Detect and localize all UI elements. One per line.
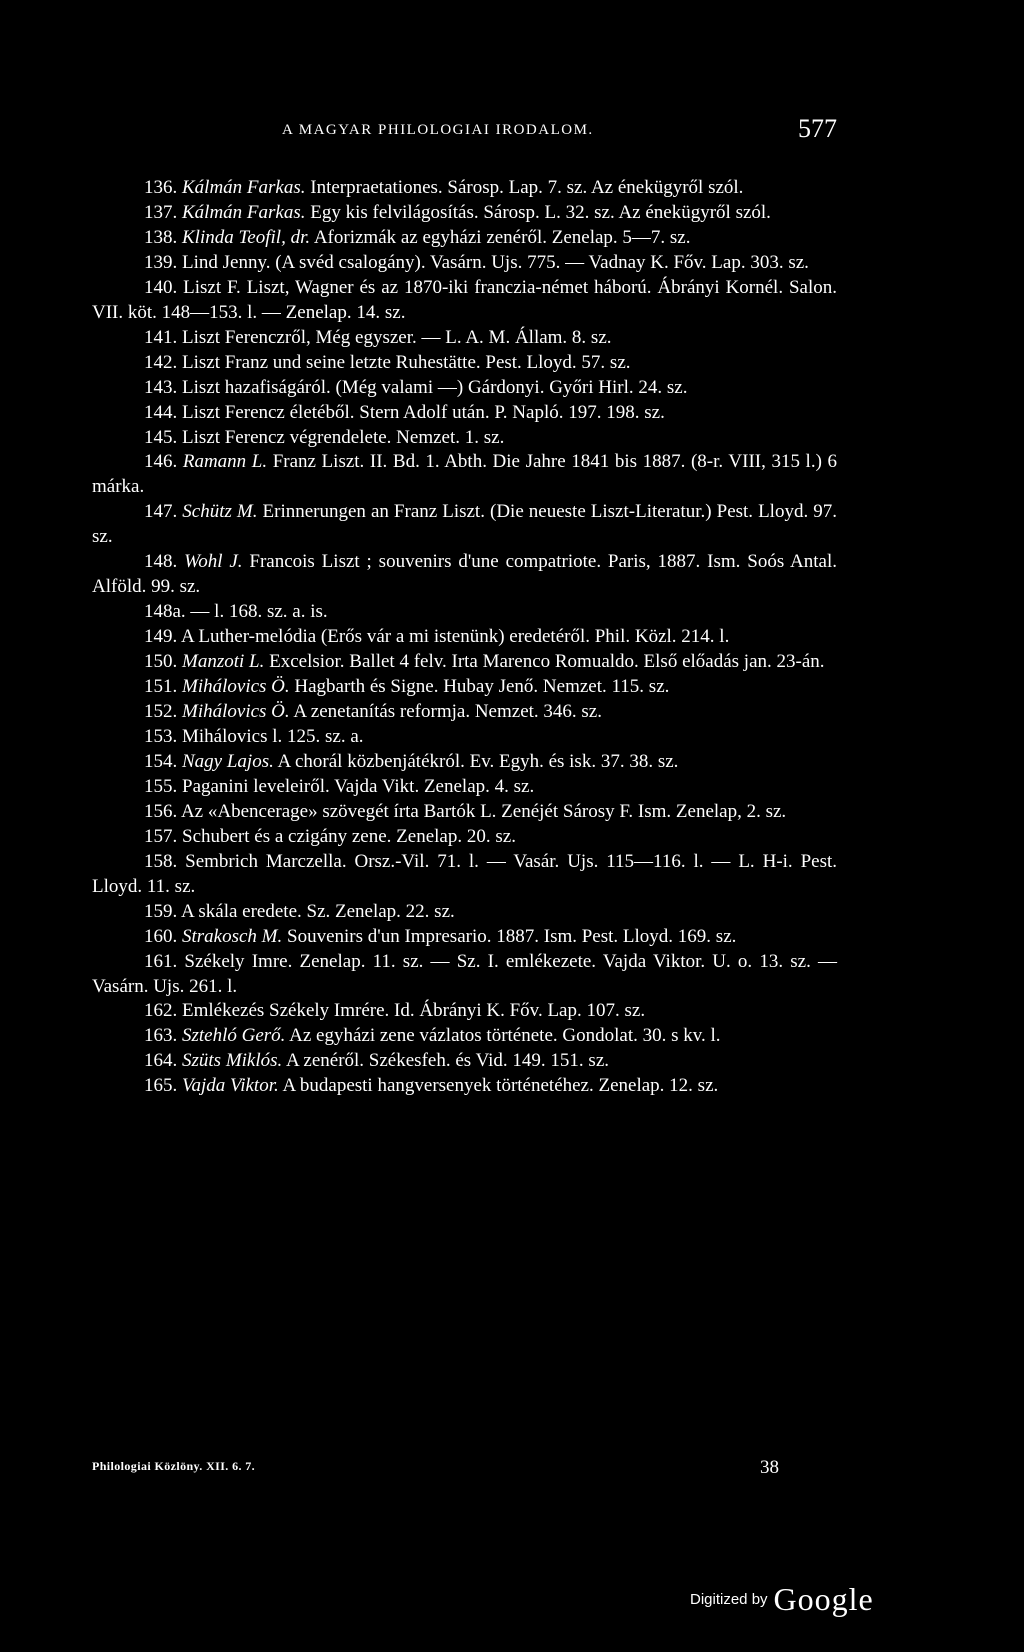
bibliography-entry bbox=[92, 675, 837, 700]
entry-author: Mihálovics Ö. bbox=[182, 701, 290, 723]
bibliography-entry bbox=[92, 1024, 837, 1049]
entry-text: 139. Lind Jenny. (A svéd csalogány). Vasárn. Ujs. 775. — Vadnay K. Főv. Lap. 303. sz. bbox=[144, 251, 809, 273]
entry-author: Mihálovics Ö. bbox=[182, 676, 290, 698]
bibliography-entry bbox=[92, 426, 837, 451]
page-number: 577 bbox=[798, 114, 837, 143]
bibliography-entry bbox=[92, 351, 837, 376]
entry-author: Szüts Miklós. bbox=[182, 1050, 283, 1072]
entry-text: Francois Liszt ; souvenirs d'une compatriote. Paris, 1887. Ism. Soós Antal. Alföld. 99. sz. bbox=[92, 551, 838, 598]
entry-text: 144. Liszt Ferencz életéből. Stern Adolf után. P. Napló. 197. 198. sz. bbox=[144, 401, 665, 423]
entry-text: Aforizmák az egyházi zenéről. Zenelap. 5—7. sz. bbox=[310, 226, 691, 248]
entry-author: Manzoti L. bbox=[182, 651, 265, 673]
bibliography-entry bbox=[92, 176, 837, 201]
entry-text: 146. bbox=[144, 451, 183, 473]
entry-text: A budapesti hangversenyek történetéhez. Zenelap. 12. sz. bbox=[278, 1075, 719, 1097]
entry-text: A chorál közbenjátékról. Ev. Egyh. és isk. 37. 38. sz. bbox=[273, 750, 679, 772]
entry-author: Vajda Viktor. bbox=[182, 1075, 279, 1097]
bibliography-entry bbox=[92, 1074, 837, 1099]
bibliography-entry bbox=[92, 376, 837, 401]
entry-text: Interpraetationes. Sárosp. Lap. 7. sz. Az énekügyről szól. bbox=[305, 177, 744, 198]
entry-text: 164. bbox=[144, 1050, 182, 1072]
bibliography-entry bbox=[92, 950, 837, 1000]
running-head: A MAGYAR PHILOLOGIAI IRODALOM. bbox=[282, 122, 594, 138]
entry-text: Franz Liszt. II. Bd. 1. Abth. Die Jahre 1841 bis 1887. (8-r. VIII, 315 l.) 6 márka. bbox=[92, 451, 838, 498]
bibliography-entry bbox=[92, 500, 837, 550]
google-logo: Google bbox=[773, 1581, 874, 1617]
entry-text: 143. Liszt hazafiságáról. (Még valami —) Gárdonyi. Győri Hirl. 24. sz. bbox=[144, 376, 688, 398]
entry-author: Kálmán Farkas. bbox=[182, 177, 306, 198]
bibliography-entry bbox=[92, 450, 837, 500]
entry-text: Egy kis felvilágosítás. Sárosp. L. 32. sz. Az énekügyről szól. bbox=[305, 201, 771, 223]
page-header bbox=[92, 114, 837, 148]
entry-author: Wohl J. bbox=[184, 551, 243, 573]
bibliography-entry bbox=[92, 750, 837, 775]
entry-text: 156. Az «Abencerage» szövegét írta Bartók L. Zenéjét Sárosy F. Ism. Zenelap, 2. sz. bbox=[144, 800, 787, 822]
page-footer bbox=[92, 1459, 837, 1483]
digitization-watermark bbox=[690, 1581, 874, 1618]
entry-text: 151. bbox=[144, 676, 182, 698]
bibliography-entry bbox=[92, 825, 837, 850]
entry-text: A zenetanítás reformja. Nemzet. 346. sz. bbox=[289, 701, 602, 723]
bibliography-entry bbox=[92, 650, 837, 675]
entry-text: 154. bbox=[144, 750, 182, 772]
bibliography-entry bbox=[92, 226, 837, 251]
bibliography-entry bbox=[92, 1049, 837, 1074]
entry-text: 163. bbox=[144, 1025, 182, 1047]
entry-author: Kálmán Farkas. bbox=[182, 201, 306, 223]
bibliography-entry bbox=[92, 775, 837, 800]
entry-text: 152. bbox=[144, 701, 182, 723]
entry-text: 159. A skála eredete. Sz. Zenelap. 22. sz. bbox=[144, 900, 455, 922]
entry-text: 157. Schubert és a czigány zene. Zenelap. 20. sz. bbox=[144, 825, 516, 847]
bibliography-entry bbox=[92, 700, 837, 725]
entry-text: 147. bbox=[144, 501, 183, 523]
entry-author: Klinda Teofil, dr. bbox=[182, 226, 311, 248]
entry-text: 142. Liszt Franz und seine letzte Ruhestätte. Pest. Lloyd. 57. sz. bbox=[144, 351, 631, 373]
entry-text: 153. Mihálovics l. 125. sz. a. bbox=[144, 725, 364, 747]
entry-text: 165. bbox=[144, 1075, 182, 1097]
entry-text: 155. Paganini leveleiről. Vajda Vikt. Zenelap. 4. sz. bbox=[144, 775, 535, 797]
bibliography-entry bbox=[92, 850, 837, 900]
entry-text: 140. Liszt F. Liszt, Wagner és az 1870-iki franczia-német háború. Ábrányi Kornél. Salon. VII. köt. 148—153. l. — Zenelap. 14. sz. bbox=[92, 276, 837, 323]
bibliography-entry bbox=[92, 251, 837, 276]
bibliography-entry bbox=[92, 401, 837, 426]
entry-author: Sztehló Gerő. bbox=[182, 1025, 286, 1047]
bibliography-entry bbox=[92, 600, 837, 625]
entry-author: Nagy Lajos. bbox=[182, 750, 274, 772]
entry-text: Souvenirs d'un Impresario. 1887. Ism. Pest. Lloyd. 169. sz. bbox=[282, 925, 737, 947]
entry-text: A zenéről. Székesfeh. és Vid. 149. 151. sz. bbox=[282, 1050, 610, 1072]
entry-text: Erinnerungen an Franz Liszt. (Die neueste Liszt-Literatur.) Pest. Lloyd. 97. sz. bbox=[92, 501, 837, 548]
bibliography-entry bbox=[92, 625, 837, 650]
entry-text: 161. Székely Imre. Zenelap. 11. sz. — Sz. I. emlékezete. Vajda Viktor. U. o. 13. sz. — Vasárn. Ujs. 261. l. bbox=[92, 950, 837, 997]
entry-author: Ramann L. bbox=[182, 451, 268, 473]
entry-text: Excelsior. Ballet 4 felv. Irta Marenco Romualdo. Első előadás jan. 23-án. bbox=[264, 651, 825, 673]
entry-text: 158. Sembrich Marczella. Orsz.-Vil. 71. l. — Vasár. Ujs. 115—116. l. — L. H-i. Pest. Lloyd. 11. sz. bbox=[92, 850, 837, 897]
printer-signature: Philologiai Közlöny. XII. 6. 7. bbox=[92, 1459, 256, 1473]
entry-text: Az egyházi zene vázlatos története. Gondolat. 30. s kv. l. bbox=[285, 1025, 721, 1047]
entry-text: Hagbarth és Signe. Hubay Jenő. Nemzet. 115. sz. bbox=[289, 676, 670, 698]
sheet-number: 38 bbox=[760, 1457, 779, 1478]
entry-text: 160. bbox=[144, 925, 182, 947]
entry-text: 145. Liszt Ferencz végrendelete. Nemzet. 1. sz. bbox=[144, 426, 505, 448]
entry-text: 149. A Luther-melódia (Erős vár a mi istenünk) eredetéről. Phil. Közl. 214. l. bbox=[144, 626, 730, 648]
entry-text: 136. bbox=[144, 177, 182, 198]
entry-author: Strakosch M. bbox=[182, 925, 283, 947]
entry-text: 148. bbox=[144, 551, 185, 573]
bibliography-entry bbox=[92, 276, 837, 326]
bibliography-entry bbox=[92, 326, 837, 351]
bibliography-entry bbox=[92, 550, 837, 600]
entry-text: 141. Liszt Ferenczről, Még egyszer. — L. A. M. Állam. 8. sz. bbox=[144, 326, 612, 348]
bibliography-entry bbox=[92, 925, 837, 950]
bibliography-entry bbox=[92, 800, 837, 825]
entry-text: 162. Emlékezés Székely Imrére. Id. Ábrányi K. Főv. Lap. 107. sz. bbox=[144, 1000, 646, 1022]
entry-text: 138. bbox=[144, 226, 182, 248]
digitized-by-label: Digitized by bbox=[690, 1591, 768, 1608]
entry-text: 148a. — l. 168. sz. a. is. bbox=[144, 601, 328, 623]
entry-text: 150. bbox=[144, 651, 182, 673]
bibliography-entry bbox=[92, 999, 837, 1024]
bibliography-entry bbox=[92, 201, 837, 226]
entry-text: 137. bbox=[144, 201, 182, 223]
bibliography-entry bbox=[92, 900, 837, 925]
entry-author: Schütz M. bbox=[182, 501, 258, 523]
bibliography-entries bbox=[92, 176, 837, 1099]
bibliography-entry bbox=[92, 725, 837, 750]
